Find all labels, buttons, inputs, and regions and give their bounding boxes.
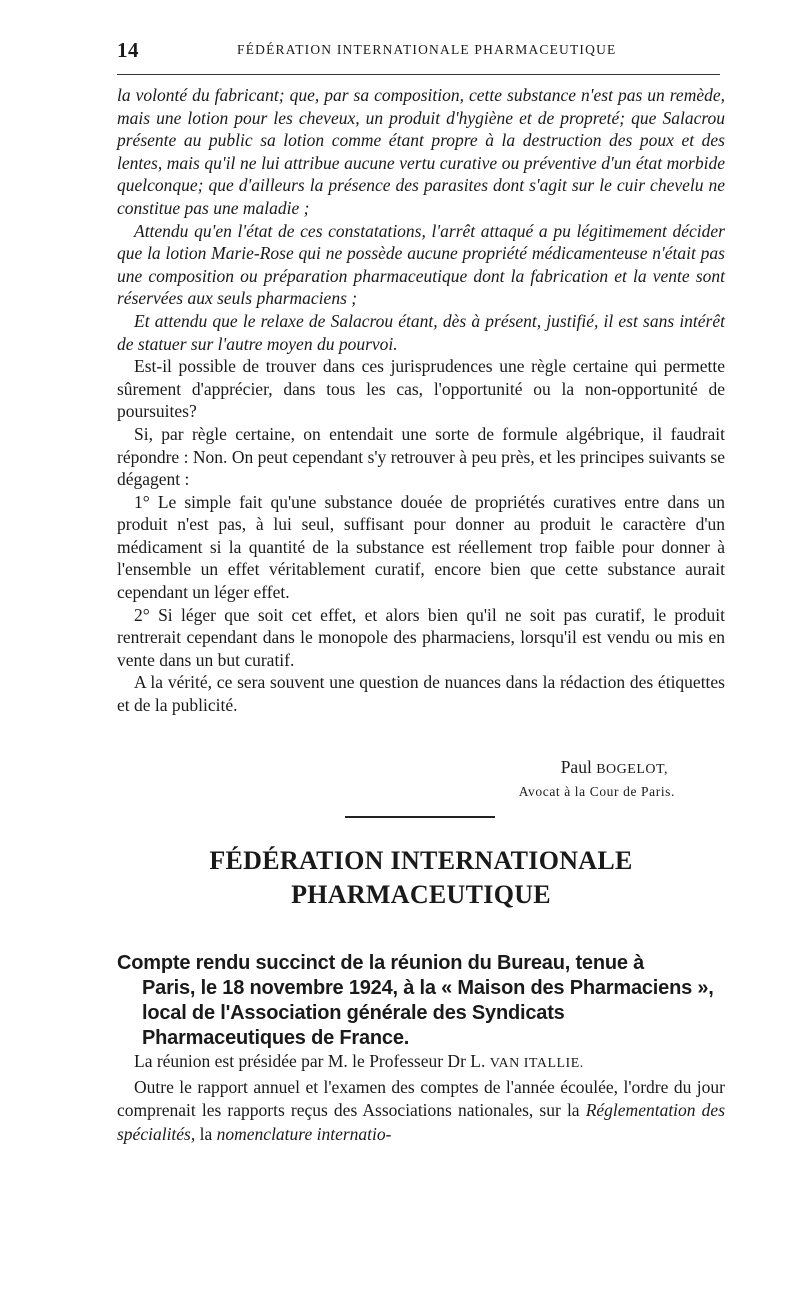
signature-block	[117, 756, 675, 803]
principle-1: 1° Le simple fait qu'une substance douée de propriétés curatives entre dans un produit n'est pas, à lui seul, suffisant pour donner au produit le caractère d'un médicament si la quantité de la substance est réellement trop faible pour donner à l'ensemble un effet véritablement curatif, encore bien que cette substance aurait cependant un léger effet.	[117, 491, 725, 603]
judgment-paragraph-2: Attendu qu'en l'état de ces constatations, l'arrêt attaqué a pu légitimement décider que la lotion Marie-Rose qui ne possède aucune propriété médicamenteuse n'était pas une composition ou préparation pharmaceutique dont la fabrication et la vente sont réservées aux seuls pharmaciens ;	[117, 220, 725, 309]
report-text	[117, 1050, 725, 1146]
judgment-paragraph-3: Et attendu que le relaxe de Salacrou étant, dès à présent, justifié, il est sans intérêt de statuer sur l'autre moyen du pourvoi.	[117, 310, 725, 354]
report-paragraph-2-italic-1: Réglementation des spécialités,	[117, 1100, 726, 1144]
report-paragraph-2-start: Outre le rapport annuel et l'examen des comptes de l'année écoulée, l'ordre du jour comprenait les rapports reçus des Associations nationales, sur la	[117, 1076, 725, 1120]
page-header	[117, 38, 720, 60]
report-paragraph-1	[117, 1050, 725, 1076]
author-name	[117, 756, 675, 781]
judgment-paragraph-1: la volonté du fabricant; que, par sa composition, cette substance n'est pas un remède, mais une lotion pour les cheveux, un produit d'hygiène et de propreté; que Salacrou présente au public sa lotion comme étant propre à la destruction des poux et des lentes, mais qu'il ne lui attribue aucune vertu curative ou préventive d'un état morbide quelconque; que d'ailleurs la présence des parasites dont s'agit sur le cuir chevelu ne constitue pas une maladie ;	[117, 85, 725, 218]
report-heading-rest: Paris, le 18 novembre 1924, à la « Maison des Pharmaciens », local de l'Association générale des Syndicats Pharmaceutiques de France.	[142, 977, 714, 1049]
section-title-line-2: PHARMACEUTIQUE	[291, 880, 551, 909]
body-paragraph-3: A la vérité, ce sera souvent une question de nuances dans la rédaction des étiquettes et de la publicité.	[117, 672, 725, 716]
body-text	[117, 84, 725, 717]
report-heading-line-1: Compte rendu succinct de la réunion du Bureau, tenue à	[117, 952, 645, 974]
body-paragraph-2: Si, par règle certaine, on entendait une sorte de formule algébrique, il faudrait répondre : Non. On peut cependant s'y retrouver à peu près, et les principes suivants se dégagent :	[117, 423, 725, 490]
principle-2: 2° Si léger que soit cet effet, et alors bien qu'il ne soit pas curatif, le produit rentrerait cependant dans le monopole des pharmaciens, lorsqu'il est vendu ou mis en vente dans un but curatif.	[117, 604, 725, 670]
report-paragraph-1-text: La réunion est présidée par M. le Professeur Dr L.	[134, 1051, 486, 1071]
body-paragraph-1: Est-il possible de trouver dans ces jurisprudences une règle certaine qui permette sûrement d'apprécier, dans tous les cas, l'opportunité ou la non-opportunité de poursuites?	[117, 356, 725, 422]
president-name: VAN ITALLIE.	[489, 1056, 584, 1071]
page-number: 14	[117, 38, 139, 62]
header-rule	[117, 74, 720, 75]
author-first-name: Paul	[560, 757, 592, 777]
section-title-line-1: FÉDÉRATION INTERNATIONALE	[209, 846, 633, 875]
report-paragraph-2	[117, 1076, 725, 1147]
author-role: Avocat à la Cour de Paris.	[518, 784, 675, 799]
report-paragraph-2-italic-2: nomenclature internatio-	[216, 1123, 392, 1144]
author-surname: BOGELOT,	[596, 762, 668, 777]
section-title	[117, 844, 725, 912]
running-title: FÉDÉRATION INTERNATIONALE PHARMACEUTIQUE	[237, 42, 617, 57]
report-heading	[117, 951, 725, 1051]
report-paragraph-2-mid: la	[199, 1123, 213, 1144]
section-divider	[345, 816, 495, 818]
